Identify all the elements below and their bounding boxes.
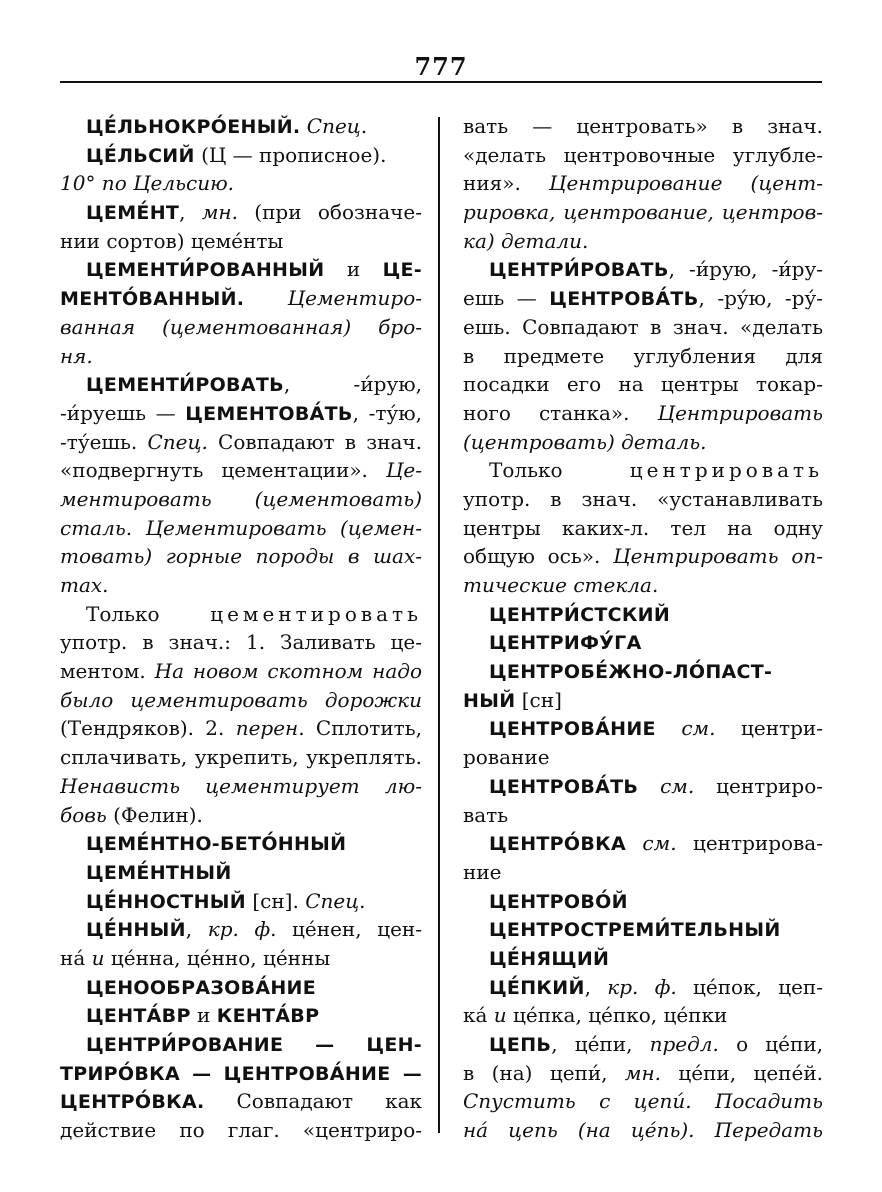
- entry-line: нии сортов) цеме́нты: [60, 228, 284, 253]
- entry-line: ЦЕ́ННОСТНЫЙ [сн]. Спец.: [86, 888, 366, 913]
- entry-line: бовь (Фелин).: [60, 802, 203, 827]
- entry-line: ка) детали.: [463, 228, 589, 253]
- entry-line: ЦЕПЬ, це́пи, предл. о це́пи,: [489, 1032, 823, 1056]
- entry-line: вать — центровать» в знач.: [463, 114, 823, 138]
- entry-line: ние: [463, 859, 502, 884]
- entry-line: ЦЕНТРОВА́ТЬ см. центриро-: [489, 773, 823, 798]
- entry-line: ЦЕНТРОВА́НИЕ см. центри-: [489, 716, 823, 741]
- right-column: [463, 112, 823, 1145]
- entry-line: употр. в знач.: 1. Заливать це-: [60, 630, 422, 655]
- entry-line: Спустить с цепи́. Посадить: [463, 1089, 823, 1114]
- entry-line: ЦЕМЕ́НТНО-БЕТО́ННЫЙ: [86, 833, 347, 856]
- entry-line: действие по глаг. «центриро-: [60, 1118, 422, 1143]
- entry-line: ня.: [60, 343, 93, 368]
- entry-line: ЦЕНТРОВО́Й: [489, 890, 628, 913]
- entry-line: ного станка». Центрировать: [463, 400, 823, 425]
- entry-line: тические стекла.: [463, 573, 659, 597]
- entry-line: ЦЕ́ЛЬНОКРО́ЕНЫЙ. Спец.: [86, 114, 368, 138]
- left-column: [60, 112, 422, 1145]
- entry-line: ЦЕНТА́ВР и КЕНТА́ВР: [86, 1003, 320, 1028]
- entry-line: ЦЕМЕНТИ́РОВАННЫЙ и ЦЕ-: [86, 257, 422, 282]
- entry-line: (центровать) деталь.: [463, 429, 707, 454]
- entry-line: ЦЕНТРИФУ́ГА: [489, 632, 642, 655]
- entry-line: ЦЕМЕ́НТ, мн. (при обозначе-: [86, 200, 422, 225]
- entry-line: ЦЕНТРИ́РОВАНИЕ — ЦЕН-: [86, 1034, 422, 1056]
- entry-line: было цементировать дорожки: [60, 687, 422, 712]
- entry-line: ЦЕМЕНТИ́РОВАТЬ, -и́рую,: [86, 372, 422, 397]
- entry-line: вать: [463, 802, 509, 827]
- entry-line: ЦЕНТРИ́РОВАТЬ, -и́рую, -и́ру-: [489, 257, 823, 282]
- entry-line: ния». Центрирование (цент-: [463, 171, 823, 196]
- entry-line: Только цементировать: [86, 601, 422, 626]
- entry-line: употр. в знач. «устанавливать: [463, 486, 823, 511]
- entry-line: МЕНТО́ВАННЫЙ. Цементиро-: [60, 286, 422, 311]
- entry-line: -ту́ешь. Спец. Совпадают в знач.: [60, 429, 422, 454]
- entry-line: посадки его на центры токар-: [463, 372, 823, 397]
- entry-line: на́ цепь (на це́пь). Передать: [463, 1118, 823, 1143]
- entry-line: ментом. На новом скотном надо: [60, 659, 422, 684]
- entry-line: ванная (цементованная) бро-: [60, 314, 422, 339]
- entry-line: сталь. Цементировать (цемен-: [60, 515, 422, 540]
- header-rule: [60, 81, 822, 83]
- entry-line: «подвергнуть цементации». Це-: [60, 458, 422, 483]
- entry-line: ЦЕНТРИ́СТСКИЙ: [489, 603, 671, 626]
- page-number: 777: [414, 52, 468, 81]
- entry-line: в (на) цепи́, мн. це́пи, цепе́й.: [463, 1060, 823, 1085]
- column-divider: [438, 117, 440, 1133]
- entry-line: «делать центровочные углубле-: [463, 142, 823, 167]
- entry-line: ЦЕ́ННЫЙ, кр. ф. це́нен, цен-: [86, 917, 422, 942]
- entry-line: на́ и це́нна, це́нно, це́нны: [60, 945, 331, 970]
- entry-line: ЦЕНООБРАЗОВА́НИЕ: [86, 976, 317, 999]
- entry-line: рование: [463, 745, 550, 770]
- entry-line: НЫЙ [сн]: [463, 687, 562, 712]
- entry-line: 10° по Цельсию.: [60, 171, 235, 196]
- entry-line: ка́ и це́пка, це́пко, це́пки: [463, 1003, 728, 1028]
- entry-line: ЦЕНТРО́ВКА. Совпадают как: [60, 1089, 422, 1114]
- entry-line: ЦЕНТРОСТРЕМИ́ТЕЛЬНЫЙ: [489, 919, 781, 942]
- entry-line: ЦЕ́ПКИЙ, кр. ф. це́пок, цеп-: [489, 974, 823, 999]
- entry-line: центры каких-л. тел на одну: [463, 515, 823, 540]
- entry-line: Только центрировать: [489, 458, 823, 483]
- entry-line: ЦЕ́НЯЩИЙ: [489, 947, 610, 970]
- entry-line: (Тендряков). 2. перен. Сплотить,: [60, 716, 422, 741]
- entry-line: -и́руешь — ЦЕМЕНТОВА́ТЬ, -ту́ю,: [60, 400, 422, 425]
- entry-line: общую ось». Центрировать оп-: [463, 544, 823, 569]
- entry-line: рировка, центрование, центров-: [463, 200, 823, 225]
- entry-line: товать) горные породы в шах-: [60, 544, 422, 569]
- entry-line: ЦЕМЕ́НТНЫЙ: [86, 861, 232, 884]
- entry-line: ТРИРО́ВКА — ЦЕНТРОВА́НИЕ —: [60, 1062, 422, 1085]
- entry-line: тах.: [60, 573, 109, 597]
- entry-line: ешь — ЦЕНТРОВА́ТЬ, -ру́ю, -ру́-: [463, 286, 823, 311]
- entry-line: ЦЕНТРОБЕ́ЖНО-ЛО́ПАСТ-: [489, 661, 773, 684]
- entry-line: сплачивать, укрепить, укреплять.: [60, 745, 422, 770]
- entry-line: ЦЕ́ЛЬСИЙ (Ц — прописное).: [86, 142, 387, 167]
- entry-line: в предмете углубления для: [463, 343, 823, 368]
- entry-line: Ненависть цементирует лю-: [60, 773, 422, 798]
- entry-line: ментировать (цементовать): [60, 486, 422, 511]
- entry-line: ЦЕНТРО́ВКА см. центрирова-: [489, 831, 823, 856]
- entry-line: ешь. Совпадают в знач. «делать: [463, 314, 823, 339]
